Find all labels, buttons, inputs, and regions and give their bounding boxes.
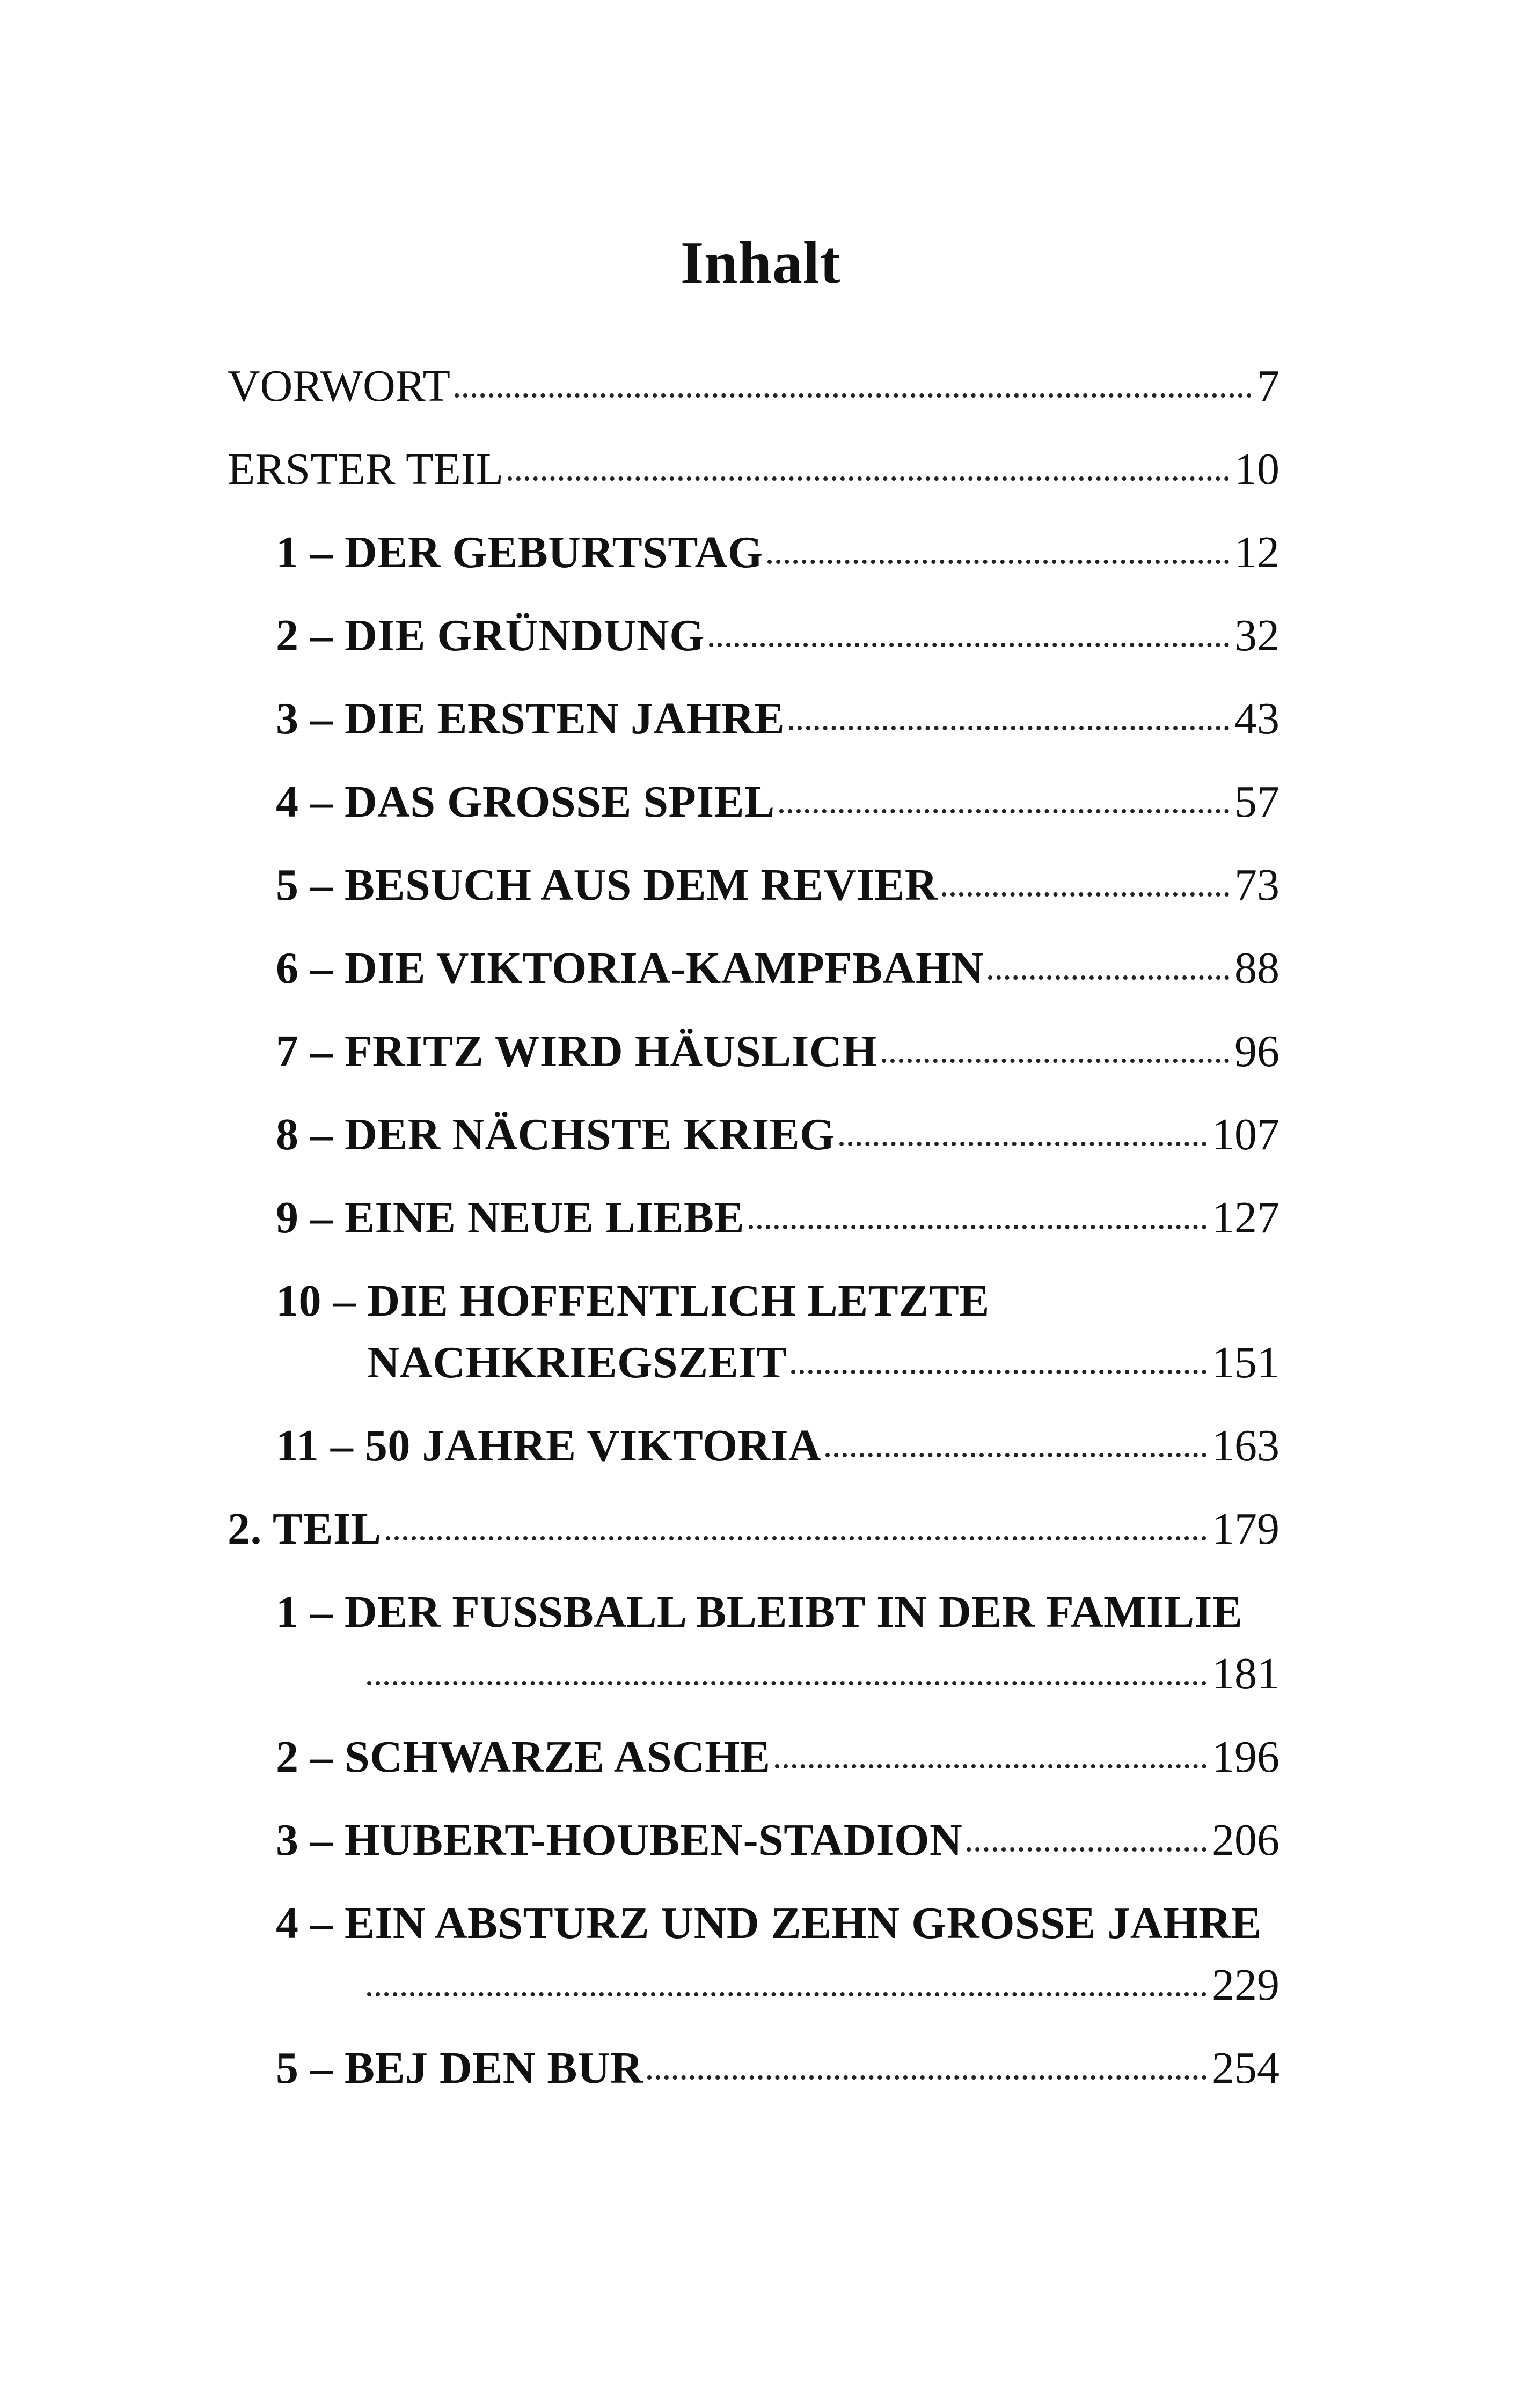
dot-leader <box>791 1345 1206 1377</box>
toc-entry-page: 254 <box>1212 2043 1279 2093</box>
toc-entry-erster-teil[interactable] <box>228 440 1279 504</box>
toc-entry-vorwort[interactable] <box>228 357 1279 421</box>
dot-leader <box>967 1823 1206 1855</box>
toc-entry-page: 73 <box>1234 860 1279 910</box>
dot-leader <box>825 1428 1206 1460</box>
toc-entry-label: 8 – DER NÄCHSTE KRIEG <box>276 1110 836 1159</box>
toc-entry-label: 7 – FRITZ WIRD HÄUSLICH <box>276 1026 878 1076</box>
dot-leader <box>789 701 1229 733</box>
toc-entry-label: 1 – DER GEBURTSTAG <box>276 527 763 577</box>
toc-entry-page: 88 <box>1234 943 1279 993</box>
toc-entry-page: 181 <box>1212 1649 1279 1699</box>
dot-leader <box>779 784 1229 817</box>
toc-entry-label: 2 – SCHWARZE ASCHE <box>276 1732 771 1782</box>
toc-entry-label: 3 – DIE ERSTEN JAHRE <box>276 694 785 744</box>
toc-entry-chapter[interactable] <box>367 1333 1279 1398</box>
toc-entry-chapter[interactable] <box>367 1645 1279 1709</box>
toc-entry-page: 43 <box>1234 694 1279 744</box>
table-of-contents <box>228 0 1279 2408</box>
toc-entry-label: VORWORT <box>228 361 450 411</box>
toc-entry-chapter[interactable] <box>276 606 1279 671</box>
toc-entry-chapter[interactable] <box>276 1022 1279 1086</box>
toc-entry-label: 4 – DAS GROSSE SPIEL <box>276 777 775 827</box>
dot-leader <box>749 1200 1206 1232</box>
dot-leader <box>775 1739 1206 1772</box>
toc-entry-label: 2. TEIL <box>228 1504 382 1554</box>
dot-leader <box>942 868 1229 900</box>
toc-entry-label: 3 – HUBERT-HOUBEN-STADION <box>276 1815 963 1865</box>
page-title: Inhalt <box>680 230 841 296</box>
toc-entry-chapter[interactable] <box>276 689 1279 754</box>
dot-leader <box>882 1034 1229 1066</box>
toc-entry-label-line1[interactable]: 10 – DIE HOFFENTLICH LETZTE <box>276 1276 990 1326</box>
toc-entry-label-line1[interactable]: 1 – DER FUSSBALL BLEIBT IN DER FAMILIE <box>276 1587 1243 1637</box>
toc-entry-page: 107 <box>1212 1110 1279 1159</box>
toc-entry-page: 96 <box>1234 1026 1279 1076</box>
dot-leader <box>367 1967 1206 2000</box>
toc-entry-chapter[interactable] <box>276 939 1279 1003</box>
toc-entry-label: 2 – DIE GRÜNDUNG <box>276 611 705 660</box>
toc-entry-chapter[interactable] <box>276 1105 1279 1170</box>
toc-entry-chapter[interactable] <box>367 1956 1279 2020</box>
toc-entry-page: 32 <box>1234 611 1279 660</box>
toc-entry-page: 151 <box>1212 1338 1279 1387</box>
toc-entry-page: 7 <box>1257 361 1279 411</box>
toc-entry-chapter[interactable] <box>276 1416 1279 1481</box>
dot-leader <box>367 1656 1206 1688</box>
dot-leader <box>455 369 1252 401</box>
toc-entry-page: 196 <box>1212 1732 1279 1782</box>
toc-entry-page: 127 <box>1212 1193 1279 1243</box>
toc-entry-page: 10 <box>1234 444 1279 494</box>
toc-entry-label: 6 – DIE VIKTORIA-KAMPFBAHN <box>276 943 984 993</box>
toc-entry-page: 12 <box>1234 527 1279 577</box>
toc-entry-chapter[interactable] <box>276 773 1279 837</box>
toc-entry-label: 5 – BESUCH AUS DEM REVIER <box>276 860 938 910</box>
dot-leader <box>767 535 1229 567</box>
toc-entry-label: 5 – BEJ DEN BUR <box>276 2043 644 2093</box>
toc-entry-page: 163 <box>1212 1421 1279 1471</box>
toc-entry-zweiter-teil[interactable] <box>228 1500 1279 1564</box>
dot-leader <box>839 1117 1206 1149</box>
dot-leader <box>508 452 1229 484</box>
toc-entry-label: 9 – EINE NEUE LIEBE <box>276 1193 745 1243</box>
toc-entry-page: 229 <box>1212 1960 1279 2010</box>
dot-leader <box>647 2051 1206 2083</box>
dot-leader <box>386 1511 1206 1544</box>
toc-entry-chapter[interactable] <box>276 2039 1279 2103</box>
dot-leader <box>988 951 1229 983</box>
toc-entry-page: 57 <box>1234 777 1279 827</box>
toc-entry-label: 11 – 50 JAHRE VIKTORIA <box>276 1421 822 1471</box>
toc-entry-chapter[interactable] <box>276 1188 1279 1253</box>
toc-entry-chapter[interactable] <box>276 856 1279 920</box>
toc-entry-chapter[interactable] <box>276 1728 1279 1792</box>
toc-entry-label: ERSTER TEIL <box>228 444 504 494</box>
toc-entry-label: NACHKRIEGSZEIT <box>367 1338 787 1387</box>
toc-entry-label-line1[interactable]: 4 – EIN ABSTURZ UND ZEHN GROSSE JAHRE <box>276 1898 1262 1948</box>
dot-leader <box>709 618 1229 650</box>
toc-entry-page: 179 <box>1212 1504 1279 1554</box>
toc-entry-chapter[interactable] <box>276 523 1279 588</box>
toc-entry-chapter[interactable] <box>276 1811 1279 1875</box>
toc-entry-page: 206 <box>1212 1815 1279 1865</box>
